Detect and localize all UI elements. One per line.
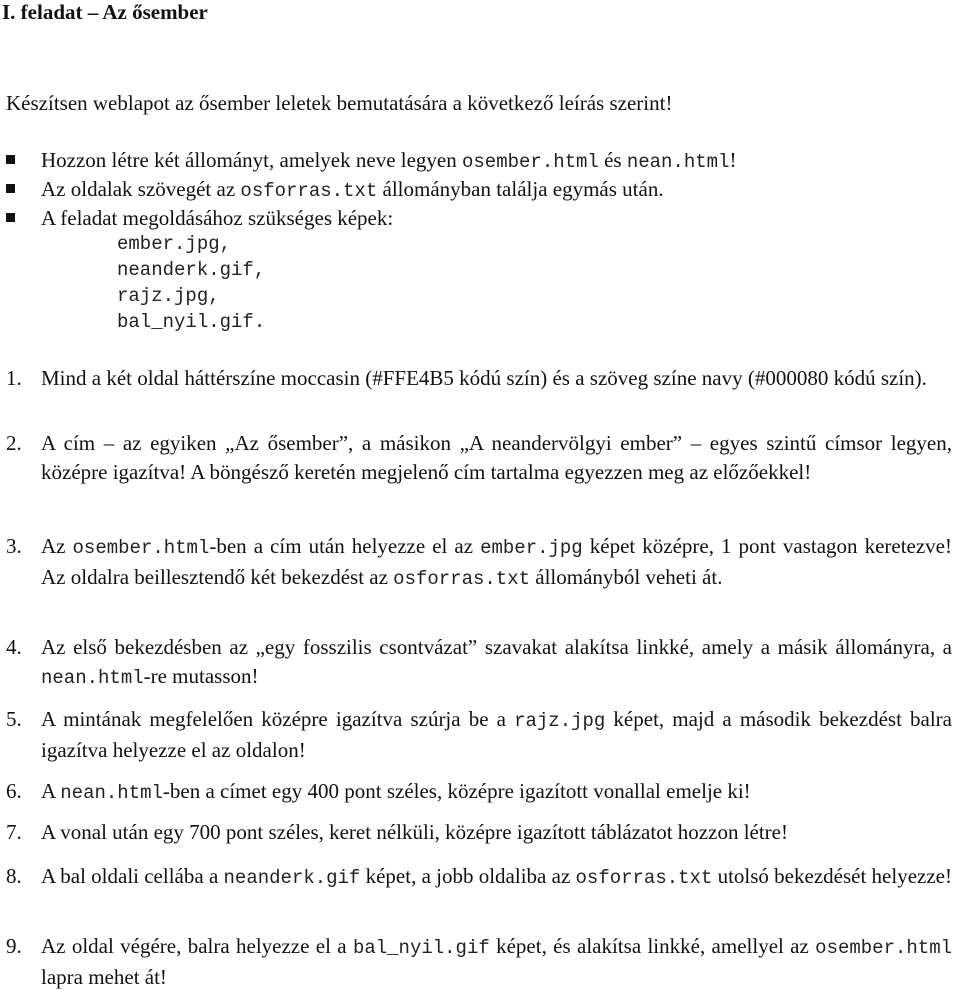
- file-name: bal_nyil.gif.: [117, 311, 266, 333]
- task-number: 5.: [6, 707, 22, 731]
- task-text: -ben a cím után helyezze el az: [209, 534, 481, 558]
- bullet-text: A feladat megoldásához szükséges képek:: [41, 206, 394, 230]
- task-7: [6, 818, 952, 847]
- task-text: Az: [41, 534, 73, 558]
- task-6: [6, 777, 952, 808]
- filename: osforras.txt: [575, 867, 713, 889]
- bullet-text: Az oldalak szövegét az: [41, 177, 241, 201]
- task-text: Az első bekezdésben az „egy fosszilis csontvázat” szavakat alakítsa linkké, amely a másik állományra, a: [41, 635, 952, 659]
- filename: ember.jpg: [480, 537, 583, 559]
- task-9: [6, 932, 952, 992]
- task-text: A cím – az egyiken „Az ősember”, a másikon „A neandervölgyi ember” – egyes szintű címsor legyen, középre igazítva! A böngésző keretén megjelenő cím tartalma egyezzen meg az előzőekkel!: [41, 431, 952, 484]
- task-text: -ben a címet egy 400 pont széles, középre igazított vonallal emelje ki!: [162, 779, 751, 803]
- page-title: I. feladat – Az ősember: [2, 0, 208, 24]
- task-text: utolsó bekezdését helyezze!: [712, 864, 952, 888]
- task-number: 6.: [6, 779, 22, 803]
- task-text: képet középre, 1 pont vastagon keretezve! Az oldalra beillesztendő két bekezdést az: [41, 534, 952, 589]
- task-number: 8.: [6, 864, 22, 888]
- task-text: A vonal után egy 700 pont széles, keret nélküli, középre igazított táblázatot hozzon létre!: [41, 820, 788, 844]
- filename: nean.html: [626, 151, 730, 173]
- bullet-square-icon: [6, 184, 15, 193]
- task-text: Az oldal végére, balra helyezze el a: [41, 934, 353, 958]
- filename: rajz.jpg: [514, 710, 606, 732]
- filename: bal_nyil.gif: [352, 937, 490, 959]
- task-text: -re mutasson!: [143, 664, 259, 688]
- task-number: 4.: [6, 635, 22, 659]
- task-text: képet, és alakítsa linkké, amellyel az: [489, 934, 816, 958]
- bullet-text: és: [598, 148, 627, 172]
- file-name: rajz.jpg,: [117, 285, 220, 307]
- task-1: [6, 364, 952, 393]
- task-number: 9.: [6, 934, 22, 958]
- filename: nean.html: [60, 782, 163, 804]
- task-number: 3.: [6, 534, 22, 558]
- task-text: képet, a jobb oldaliba az: [360, 864, 576, 888]
- task-text: Mind a két oldal háttérszíne moccasin (#FFE4B5 kódú szín) és a szöveg színe navy (#000080 kódú szín).: [41, 366, 927, 390]
- filename: nean.html: [41, 667, 144, 689]
- task-text: A: [41, 779, 61, 803]
- filename: neanderk.gif: [223, 867, 361, 889]
- filename: osember.html: [72, 537, 210, 559]
- task-number: 2.: [6, 431, 22, 455]
- bullet-square-icon: [6, 213, 15, 222]
- task-3: [6, 532, 952, 594]
- intro-text: Készítsen weblapot az ősember leletek bemutatására a következő leírás szerint!: [6, 91, 673, 115]
- task-text: képet, majd a második bekezdést balra igazítva helyezze el az oldalon!: [41, 707, 952, 762]
- filename: osforras.txt: [240, 180, 378, 202]
- task-4: [6, 633, 952, 693]
- task-text: A mintának megfelelően középre igazítva szúrja be a: [41, 707, 515, 731]
- task-8: [6, 862, 952, 893]
- file-name: neanderk.gif,: [117, 259, 266, 281]
- task-text: lapra mehet át!: [41, 965, 167, 989]
- bullet-text: !: [729, 148, 737, 172]
- image-file-list: [117, 231, 265, 335]
- file-name: ember.jpg,: [117, 233, 232, 255]
- bullet-text: állományban találja egymás után.: [377, 177, 664, 201]
- task-2: [6, 429, 952, 487]
- task-text: A bal oldali cellába a: [41, 864, 224, 888]
- bullet-text: Hozzon létre két állományt, amelyek neve legyen: [41, 148, 462, 172]
- task-text: állományból veheti át.: [530, 565, 723, 589]
- bullet-square-icon: [6, 155, 15, 164]
- task-number: 7.: [6, 820, 22, 844]
- filename: osember.html: [815, 937, 952, 959]
- filename: osember.html: [462, 151, 599, 173]
- task-5: [6, 705, 952, 765]
- task-number: 1.: [6, 366, 22, 390]
- filename: osforras.txt: [393, 568, 530, 590]
